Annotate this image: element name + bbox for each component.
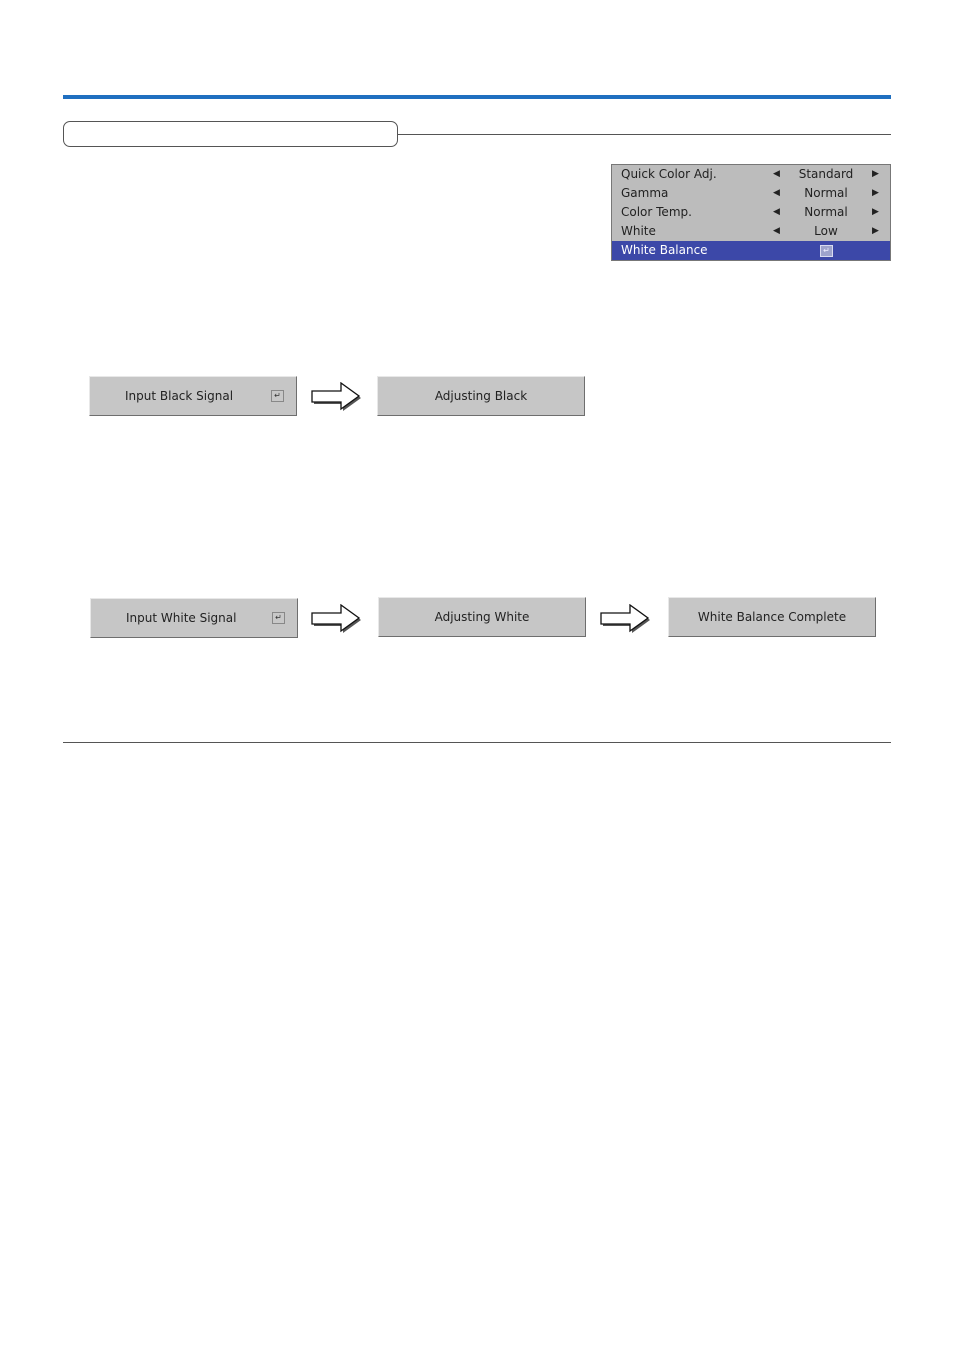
menu-row-label: Color Temp.	[621, 205, 692, 219]
adjusting-white-dialog	[378, 597, 586, 637]
menu-row-label: Quick Color Adj.	[621, 167, 717, 181]
menu-row-value: Normal	[804, 186, 848, 200]
menu-row-gamma[interactable]	[612, 184, 890, 203]
section-heading-rule	[397, 134, 891, 135]
section-heading-frame	[63, 121, 398, 147]
right-arrow-icon	[311, 604, 363, 634]
menu-row-quick-color-adj[interactable]	[612, 165, 890, 184]
menu-row-value: Normal	[804, 205, 848, 219]
menu-row-label: White Balance	[621, 243, 708, 257]
dialog-label: Adjusting White	[434, 610, 530, 624]
dialog-label: Input Black Signal	[125, 389, 234, 403]
menu-row-white-balance[interactable]	[612, 241, 890, 260]
right-arrow-icon[interactable]: ▶	[872, 207, 879, 217]
dialog-label: Input White Signal	[126, 611, 237, 625]
color-adjust-menu	[611, 164, 891, 261]
left-arrow-icon[interactable]: ◀	[773, 169, 780, 179]
dialog-label: Adjusting Black	[434, 389, 528, 403]
dialog-label: White Balance Complete	[697, 610, 847, 624]
left-arrow-icon[interactable]: ◀	[773, 188, 780, 198]
white-balance-complete-dialog	[668, 597, 876, 637]
left-arrow-icon[interactable]: ◀	[773, 226, 780, 236]
right-arrow-icon[interactable]: ▶	[872, 188, 879, 198]
right-arrow-icon[interactable]: ▶	[872, 169, 879, 179]
header-accent-bar	[63, 95, 891, 99]
enter-icon[interactable]: ↵	[272, 612, 285, 624]
enter-icon[interactable]: ↵	[820, 245, 833, 257]
right-arrow-icon[interactable]: ▶	[872, 226, 879, 236]
menu-row-label: Gamma	[621, 186, 669, 200]
menu-row-label: White	[621, 224, 656, 238]
adjusting-black-dialog	[377, 376, 585, 416]
input-black-signal-dialog	[89, 376, 297, 416]
right-arrow-icon	[311, 382, 363, 412]
enter-icon[interactable]: ↵	[271, 390, 284, 402]
menu-row-color-temp[interactable]	[612, 203, 890, 222]
menu-row-white[interactable]	[612, 222, 890, 241]
menu-row-value: Low	[814, 224, 838, 238]
section-divider	[63, 742, 891, 743]
left-arrow-icon[interactable]: ◀	[773, 207, 780, 217]
right-arrow-icon	[600, 604, 652, 634]
menu-row-value: Standard	[798, 167, 854, 181]
input-white-signal-dialog	[90, 598, 298, 638]
